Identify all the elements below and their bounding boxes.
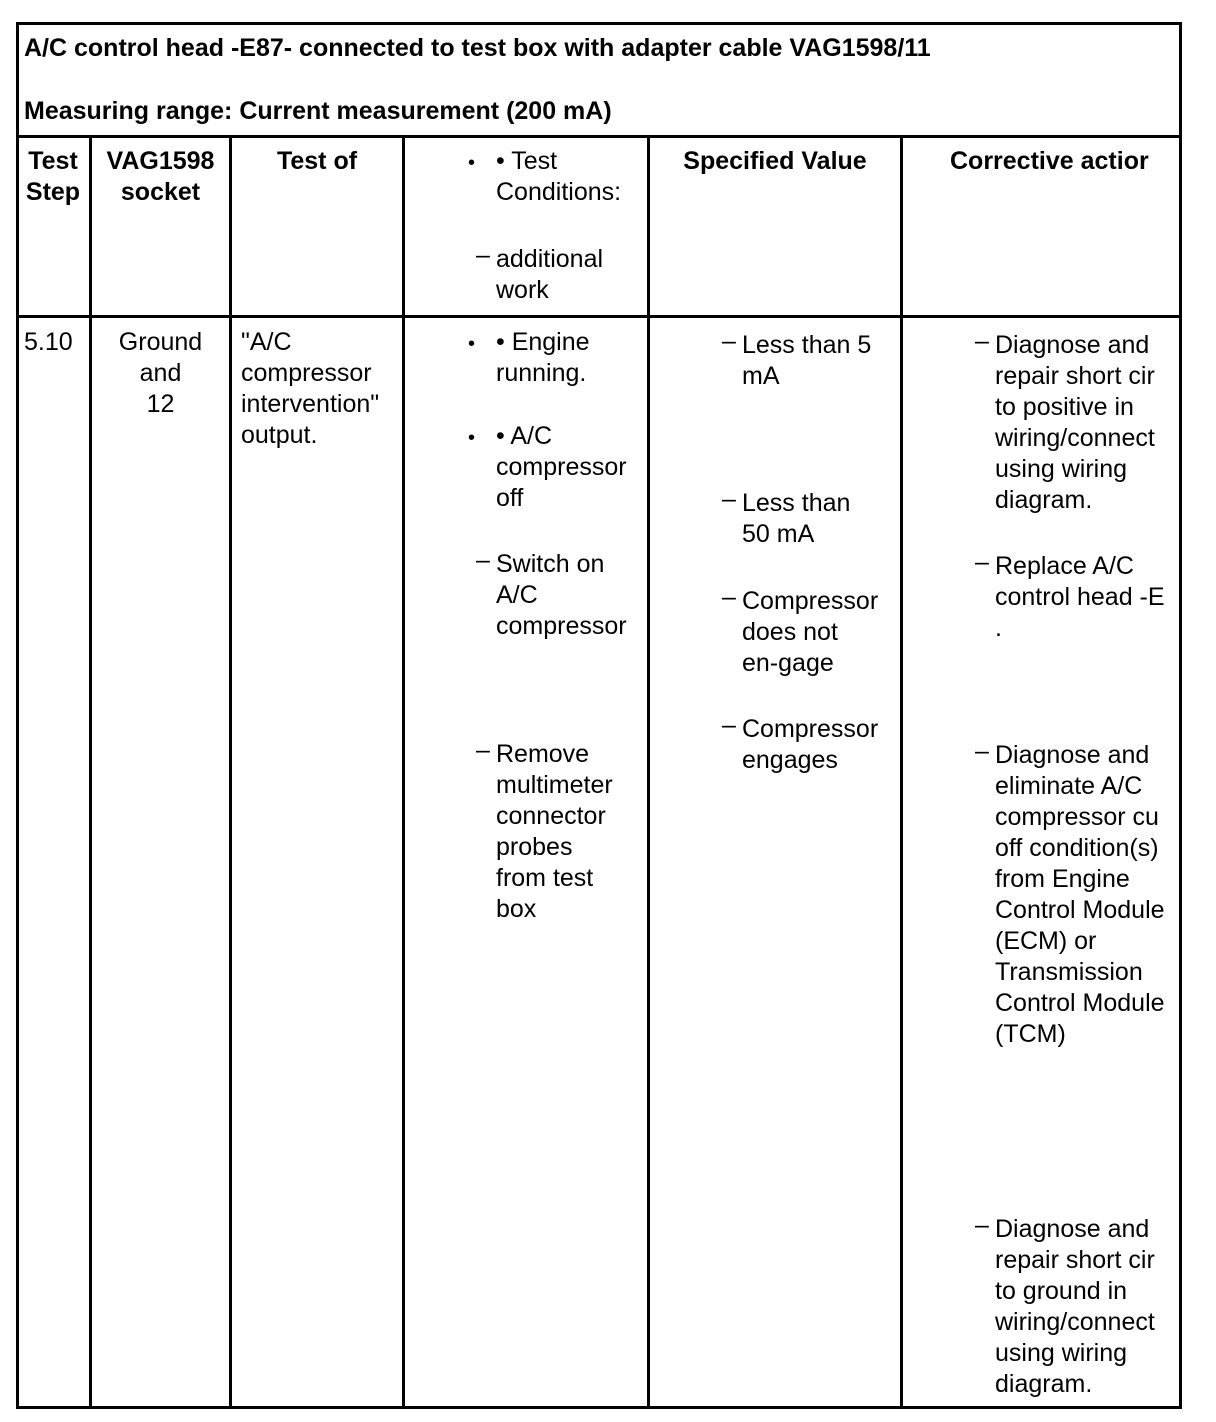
- corrective-replace-control-head: Replace A/C control head -E .: [995, 552, 1165, 642]
- bullet-icon: •: [468, 152, 476, 174]
- dash-icon: –: [476, 736, 490, 764]
- col-divider-2: [229, 135, 232, 1409]
- header-specified-value: Specified Value: [683, 147, 867, 175]
- header-test-step: Test Step: [25, 147, 81, 206]
- bullet-icon: •: [468, 333, 476, 355]
- table-frame: [16, 22, 1182, 1409]
- condition-engine-running: • Engine running.: [496, 328, 590, 387]
- dash-icon: –: [975, 737, 989, 765]
- dash-icon: –: [975, 548, 989, 576]
- spec-less-than-5ma: Less than 5 mA: [742, 331, 872, 390]
- bullet-icon: •: [468, 427, 476, 449]
- dash-icon: –: [722, 485, 736, 513]
- spec-less-than-50ma: Less than 50 mA: [742, 489, 851, 548]
- col-divider-5: [900, 135, 903, 1409]
- col-divider-3: [402, 135, 405, 1409]
- table-title: A/C control head -E87- connected to test box with adapter cable VAG1598/11: [24, 34, 931, 62]
- spec-compressor-not-engage: Compressor does not en-gage: [742, 587, 879, 677]
- row-test-of: "A/C compressor intervention" output.: [241, 328, 380, 449]
- header-socket: VAG1598 socket: [106, 147, 215, 206]
- dash-icon: –: [722, 583, 736, 611]
- title-divider: [16, 135, 1182, 138]
- dash-icon: –: [722, 711, 736, 739]
- header-test-of: Test of: [276, 147, 358, 175]
- col-divider-4: [647, 135, 650, 1409]
- measuring-range: Measuring range: Current measurement (200 mA): [24, 97, 612, 125]
- condition-compressor-off: • A/C compressor off: [496, 422, 627, 512]
- header-divider: [16, 315, 1182, 318]
- corrective-short-to-positive: Diagnose and repair short cir to positive in wiring/connect using wiring diagram.: [995, 331, 1155, 514]
- row-socket: Ground and 12: [118, 328, 203, 418]
- spec-compressor-engages: Compressor engages: [742, 715, 879, 774]
- header-corrective-action: Corrective actior: [950, 147, 1149, 175]
- dash-icon: –: [975, 1211, 989, 1239]
- header-additional-work: additional work: [496, 245, 604, 304]
- condition-switch-on-compressor: Switch on A/C compressor: [496, 550, 627, 640]
- corrective-compressor-cutoff: Diagnose and eliminate A/C compressor cu off condition(s) from Engine Control Module (ECM) or Transmission Control Module (TCM): [995, 741, 1165, 1048]
- header-test-conditions: • Test Conditions:: [496, 147, 622, 206]
- corrective-short-to-ground: Diagnose and repair short cir to ground in wiring/connect using wiring diagram.: [995, 1215, 1155, 1398]
- dash-icon: –: [476, 241, 490, 269]
- row-test-step: 5.10: [24, 328, 73, 356]
- dash-icon: –: [722, 327, 736, 355]
- dash-icon: –: [975, 327, 989, 355]
- condition-remove-probes: Remove multimeter connector probes from test box: [496, 740, 613, 923]
- dash-icon: –: [476, 546, 490, 574]
